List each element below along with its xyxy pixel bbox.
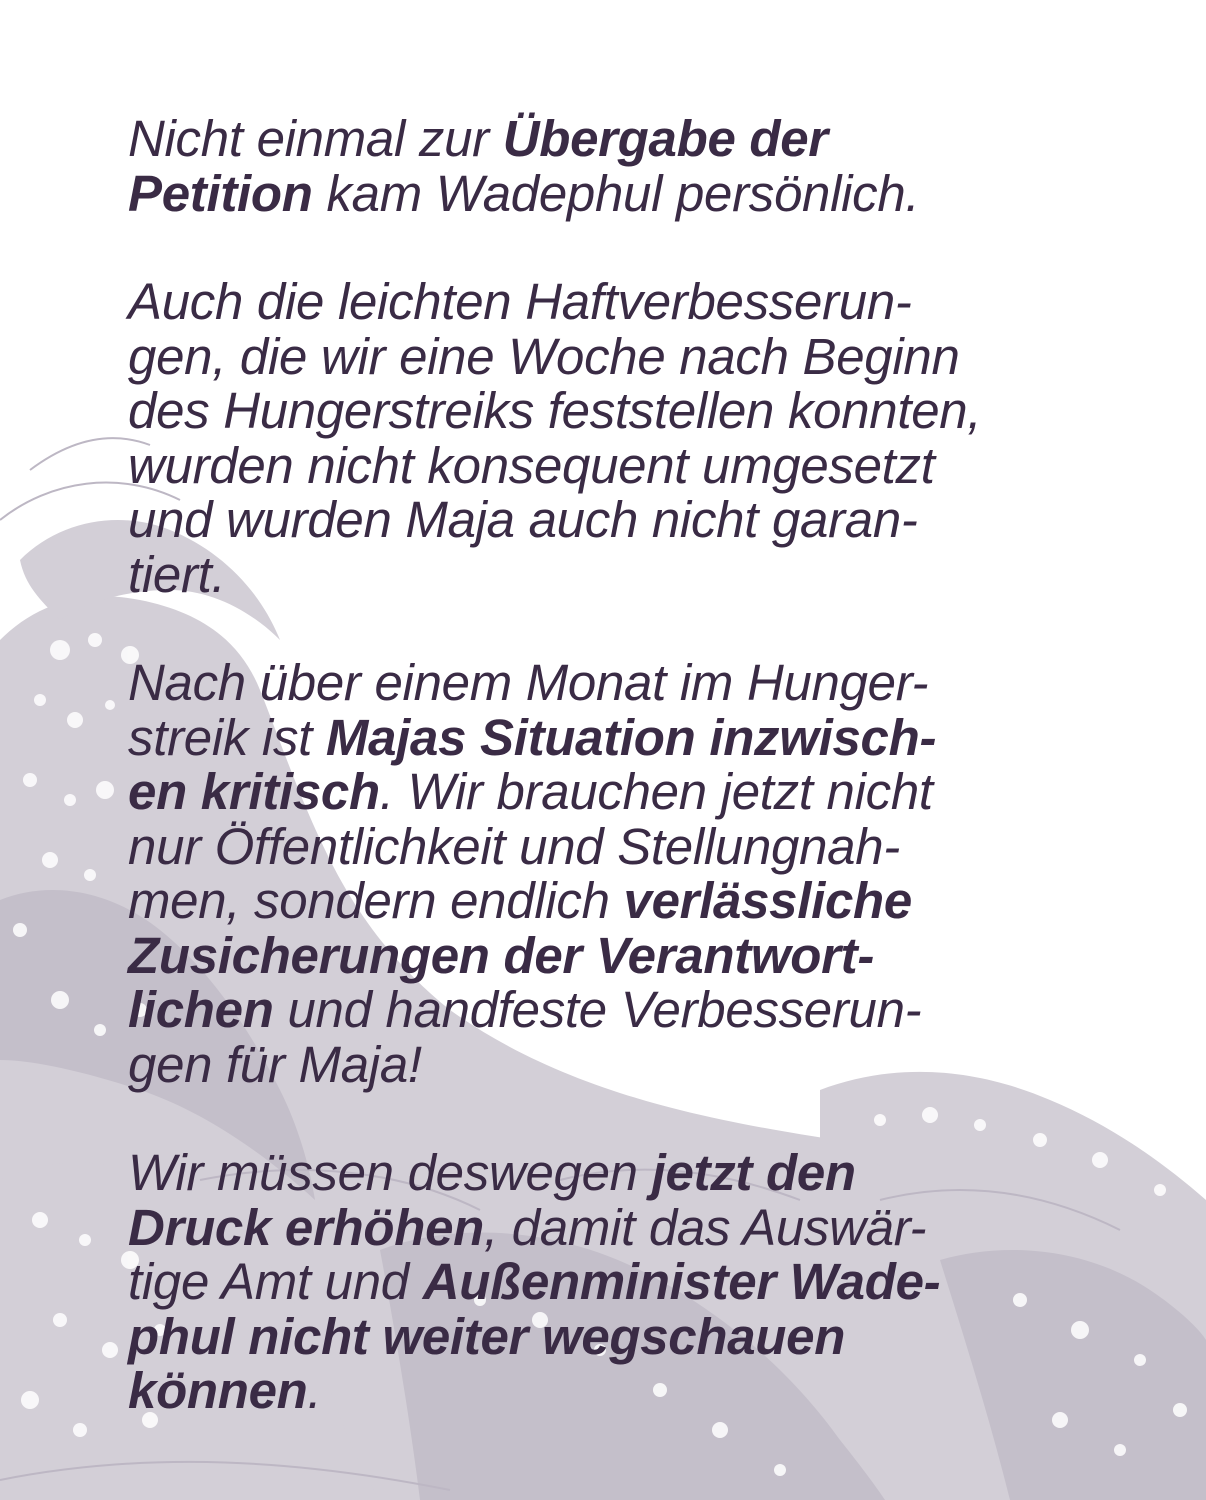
text-line — [128, 983, 1128, 1038]
body-text: Nicht einmal zur — [128, 110, 503, 167]
emphasis-text: en kritisch — [128, 763, 380, 820]
paragraph-1 — [128, 112, 1128, 221]
text-line — [128, 327, 1128, 385]
text-line — [128, 1198, 1128, 1256]
body-text: . — [307, 1362, 322, 1419]
emphasis-text: phul nicht weiter wegschauen — [128, 1307, 846, 1365]
body-text: Auch die leichten Haftverbesserun- — [128, 273, 912, 330]
text-line — [128, 112, 1128, 167]
paragraph-3 — [128, 656, 1128, 1092]
body-text: , damit das Auswär- — [484, 1198, 927, 1256]
text-block — [128, 112, 1128, 1419]
text-line — [128, 926, 1128, 984]
body-text: Wir müssen deswegen — [128, 1144, 652, 1201]
paragraph-4 — [128, 1146, 1128, 1419]
emphasis-text: Außenminister Wade- — [422, 1253, 941, 1310]
text-line — [128, 1146, 1128, 1201]
body-text: . Wir brauchen jetzt nicht — [379, 763, 933, 820]
text-line — [128, 384, 1128, 439]
text-line — [128, 164, 1128, 222]
text-line — [128, 493, 1128, 548]
body-text: und wurden Maja auch nicht garan- — [128, 491, 918, 548]
body-text: gen, die wir eine Woche nach Beginn — [128, 327, 960, 385]
emphasis-text: können — [128, 1362, 308, 1419]
emphasis-text: verlässliche — [623, 872, 912, 929]
text-line — [128, 1364, 1128, 1419]
body-text: men, sondern endlich — [128, 872, 624, 929]
emphasis-text: Zusicherungen der Verantwort- — [128, 926, 875, 984]
body-text: und handfeste Verbesserun- — [273, 981, 922, 1038]
text-line — [128, 874, 1128, 929]
emphasis-text: Übergabe der — [502, 110, 828, 167]
text-line — [128, 545, 1128, 603]
body-text: tige Amt und — [128, 1253, 423, 1310]
emphasis-text: lichen — [128, 981, 274, 1038]
body-text: wurden nicht konsequent umgesetzt — [128, 436, 935, 494]
emphasis-text: jetzt den — [651, 1144, 856, 1201]
body-text: des Hungerstreiks feststellen konnten, — [128, 382, 982, 439]
body-text: Nach über einem Monat im Hunger- — [128, 654, 929, 711]
body-text: tiert. — [128, 545, 226, 603]
text-line — [128, 656, 1128, 711]
body-text: kam Wadephul persönlich. — [312, 164, 920, 222]
emphasis-text: Druck erhöhen — [128, 1198, 485, 1256]
body-text: nur Öffentlichkeit und Stellungnah- — [128, 817, 900, 875]
paragraph-2 — [128, 275, 1128, 602]
emphasis-text: Majas Situation inzwisch- — [325, 708, 937, 766]
text-line — [128, 1307, 1128, 1365]
text-line — [128, 436, 1128, 494]
emphasis-text: Petition — [128, 164, 313, 222]
text-line — [128, 765, 1128, 820]
text-line — [128, 275, 1128, 330]
text-line — [128, 1255, 1128, 1310]
text-line — [128, 708, 1128, 766]
text-line — [128, 817, 1128, 875]
body-text: gen für Maja! — [128, 1035, 422, 1093]
text-line — [128, 1035, 1128, 1093]
body-text: streik ist — [128, 708, 326, 766]
